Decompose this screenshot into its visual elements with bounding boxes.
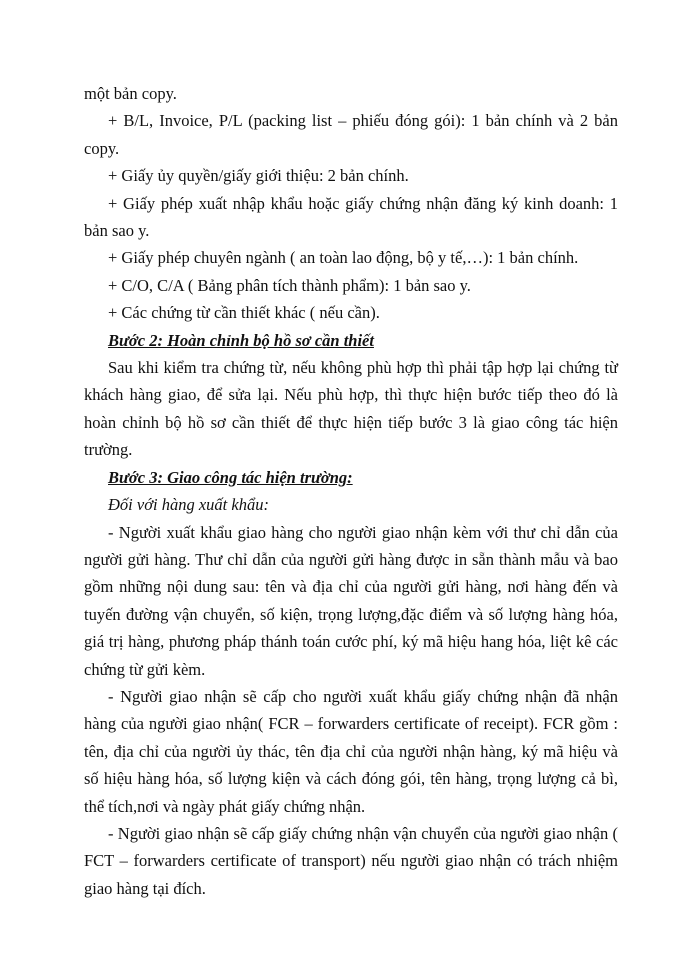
section-heading-step-3: Bước 3: Giao công tác hiện trường:: [108, 467, 353, 487]
section-heading-step-2: Bước 2: Hoàn chỉnh bộ hồ sơ cần thiết: [108, 330, 374, 350]
list-item-bl-invoice: + B/L, Invoice, P/L (packing list – phiếu đóng gói): 1 bản chính và 2 bản copy.: [84, 111, 618, 158]
list-item-co-ca: + C/O, C/A ( Bảng phân tích thành phẩm): 1 bản sao y.: [108, 275, 471, 295]
document-body: [84, 80, 618, 902]
continuation-line: một bản copy.: [84, 84, 177, 103]
subheading-export-goods: Đối với hàng xuất khẩu:: [108, 495, 269, 515]
paragraph-shipper-instruction: - Người xuất khẩu giao hàng cho người giao nhận kèm với thư chỉ dẫn của người gửi hàng. Thư chỉ dẫn của người gửi hàng được in sẵn thành mẫu và bao gồm những nội dung sau: tên và địa chỉ của người gửi hàng, nơi hàng đến và tuyến đường vận chuyển, số kiện, trọng lượng,đặc điểm và số lượng hàng hóa, giá trị hàng, phương pháp thánh toán cước phí, ký mã hiệu hang hóa, liệt kê các chứng từ gửi kèm.: [84, 522, 618, 679]
paragraph-step-2: Sau khi kiểm tra chứng từ, nếu không phù hợp thì phải tập hợp lại chứng từ khách hàng giao, để sửa lại. Nếu phù hợp, thì thực hiện bước tiếp theo đó là hoàn chỉnh bộ hồ sơ cần thiết để thực hiện tiếp bước 3 là giao công tác hiện trường.: [84, 358, 618, 460]
paragraph-fcr: - Người giao nhận sẽ cấp cho người xuất khẩu giấy chứng nhận đã nhận hàng của người giao nhận( FCR – forwarders certificate of receipt). FCR gồm : tên, địa chỉ của người ủy thác, tên địa chỉ của người nhận hàng, ký mã hiệu và số hiệu hàng hóa, số lượng kiện và cách đóng gói, tên hàng, trọng lượng cả bì, thể tích,nơi và ngày phát giấy chứng nhận.: [84, 686, 618, 816]
paragraph-fct: - Người giao nhận sẽ cấp giấy chứng nhận vận chuyển của người giao nhận ( FCT – forwarders certificate of transport) nếu người giao nhận có trách nhiệm giao hàng tại đích.: [84, 823, 618, 898]
list-item-power-of-attorney: + Giấy ủy quyền/giấy giới thiệu: 2 bản chính.: [108, 166, 409, 186]
list-item-export-license: + Giấy phép xuất nhập khẩu hoặc giấy chứng nhận đăng ký kinh doanh: 1 bản sao y.: [84, 193, 618, 241]
list-item-other-documents: + Các chứng từ cần thiết khác ( nếu cần).: [108, 303, 380, 323]
list-item-specialized-license: + Giấy phép chuyên ngành ( an toàn lao động, bộ y tế,…): 1 bản chính.: [108, 248, 579, 268]
